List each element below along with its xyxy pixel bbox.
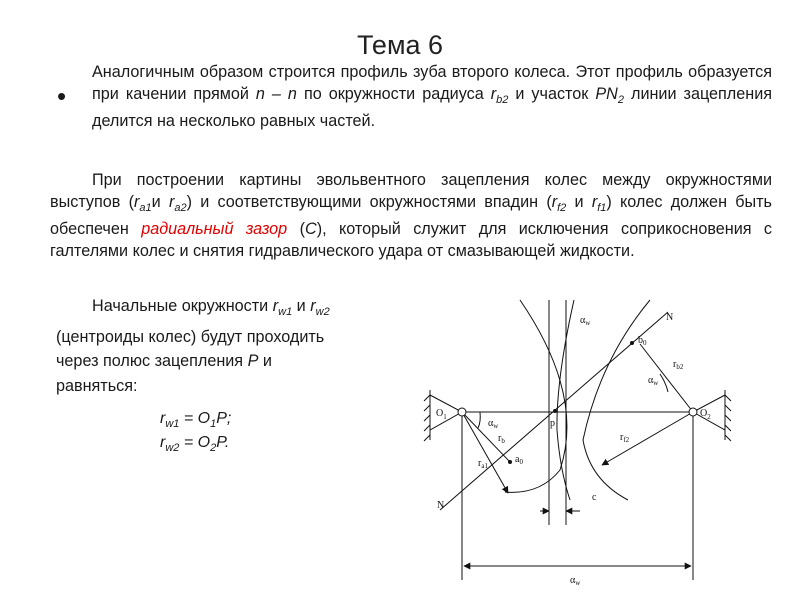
formula-rw1: $r_{w1} = O_1P$; [160,410,232,431]
label-rf2: $r_{f2}$ [620,432,630,444]
point-b0-dot [630,341,634,345]
point-a0-dot [508,460,512,464]
p2-rf2: $r_{f2}$ [551,192,567,214]
p2-rf1: $r_{f1}$ [591,192,607,214]
p1-nn: n – n [255,84,297,103]
label-rb: $r_b$ [498,433,505,445]
label-ra1: $r_{a1}$ [478,458,488,470]
right-dedendum-arc [583,300,650,500]
p2-text-1: При построении картины эвольвентного зацепления колес между окружностями выступов ( [50,171,772,211]
formula-rw2: $r_{w2} = O_2P$. [160,434,230,455]
p1-text-2: по окружности радиуса [296,84,491,103]
label-p: p [550,418,555,429]
p1-rb2: $r_{b2}$ [490,84,509,106]
label-O1: $O_1$ [436,408,447,421]
label-a0: $a_0$ [515,454,523,466]
lower-line-1: Начальные окружности $r_{w1}$ и $r_{w2}$ [92,297,330,319]
radial-clearance-term: радиальный зазор [141,220,288,239]
p2-text-2: ) и соответствующими окружностями впадин ( [186,192,552,211]
lower-line-4: равняться: [56,376,138,395]
lower-line-2: (центроиды колес) будут проходить [56,327,325,346]
p2-ra2: $r_{a2}$ [168,192,187,214]
p1-text-1: Аналогичным образом строится профиль зуба второго колеса. Этот профиль образуется при качении прямой [92,63,772,103]
p1-text-3: и участок [508,84,596,103]
radius-rf2 [602,412,693,465]
p1-pn2: $PN_2$ [595,84,624,106]
label-c: c [592,492,597,503]
label-alpha-w-left: $\alpha_w$ [488,418,499,430]
bullet-mark: • [57,81,67,111]
lower-line-3: через полюс зацепления P и [56,352,272,371]
p2-c: С [304,220,317,239]
paragraph-2: При построении картины эвольвентного зацепления колес между окружностями выступов ($r_{a1}и$ $r_{a2}$) и соответствующими окружностями впадин ($r_{f2}$ и $r_{f1}$) колес должен быть обеспечен радиальный зазор (С), который служит для исключения соприкосновения с галтелями колес и снятия гидравлического удара от смазывающей жидкости. [50,171,773,260]
pitch-point-dot [553,409,557,413]
p2-ra1: $r_{a1}$ [134,192,152,214]
p2-text-5: ), который служит для исключения соприкосновения с галтелями колес и снятия гидравлического удара от смазывающей жидкости. [50,220,773,260]
p1-text-4: линии зацепления делится на несколько равных частей. [92,84,772,131]
support-right-hatch [693,390,731,441]
label-rb2: $r_{b2}$ [673,359,684,371]
label-O2: $O_2$ [700,408,711,421]
label-alpha-w-right: $\alpha_w$ [648,375,659,387]
p2-text-3: ) колес должен быть обеспечен [50,192,772,239]
label-alpha-w-top: $\alpha_w$ [580,315,591,327]
pitch-circles-text [56,294,416,398]
label-aw: $\alpha_w$ [570,575,581,587]
label-N-bottom: N [437,500,445,511]
pivot-o2 [689,408,697,416]
slide-title: Тема 6 [356,30,444,60]
paragraph-1 [92,62,772,133]
label-b0: $b_0$ [638,335,647,347]
label-N-top: N [666,312,674,323]
pivot-o1 [458,408,466,416]
gear-meshing-diagram [420,295,795,600]
